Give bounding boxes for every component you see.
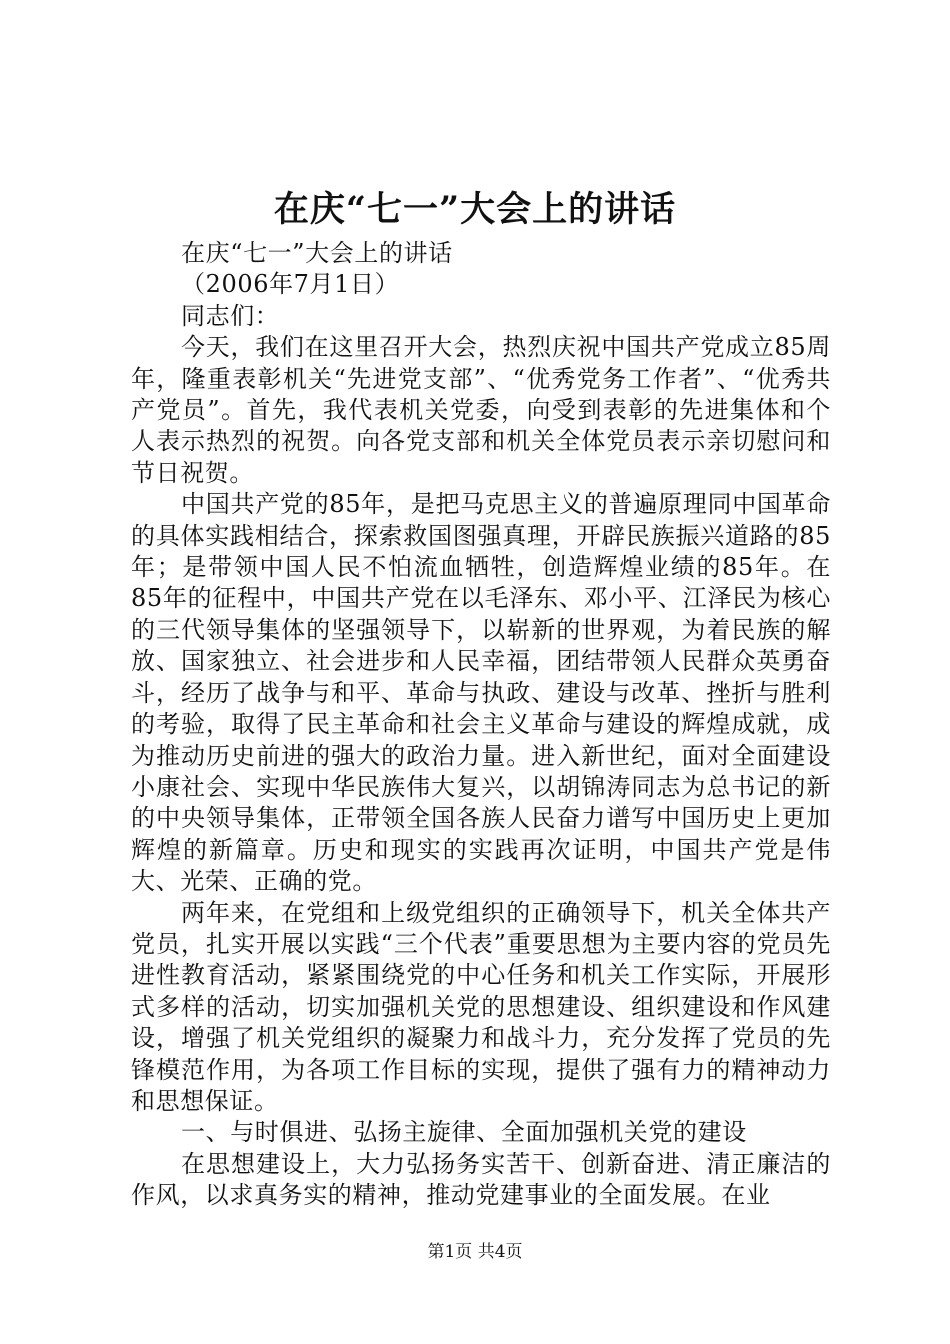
- section-heading: 一、与时俱进、弘扬主旋律、全面加强机关党的建设: [181, 1118, 747, 1147]
- paragraph: 中国共产党的85年，是把马克思主义的普遍原理同中国革命的具体实践相结合，探索救国图强真理，开辟民族振兴道路的85年；是带领中国人民不怕流血牺牲，创造辉煌业绩的85年。在85年的征程中，中国共产党在以毛泽东、邓小平、江泽民为核心的三代领导集体的坚强领导下，以崭新的世界观，为着民族的解放、国家独立、社会进步和人民幸福，团结带领人民群众英勇奋斗，经历了战争与和平、革命与执政、建设与改革、挫折与胜利的考验，取得了民主革命和社会主义革命与建设的辉煌成就，成为推动历史前进的强大的政治力量。进入新世纪，面对全面建设小康社会、实现中华民族伟大复兴，以胡锦涛同志为总书记的新的中央领导集体，正带领全国各族人民奋力谱写中国历史上更加辉煌的新篇章。历史和现实的实践再次证明，中国共产党是伟大、光荣、正确的党。: [131, 490, 831, 896]
- paragraph: 两年来，在党组和上级党组织的正确领导下，机关全体共产党员，扎实开展以实践“三个代表”重要思想为主要内容的党员先进性教育活动，紧紧围绕党的中心任务和机关工作实际，开展形式多样的活动，切实加强机关党的思想建设、组织建设和作风建设，增强了机关党组织的凝聚力和战斗力，充分发挥了党员的先锋模范作用，为各项工作目标的实现，提供了强有力的精神动力和思想保证。: [131, 898, 831, 1115]
- paragraph-subtitle: 在庆“七一”大会上的讲话: [181, 239, 453, 267]
- document-body: [131, 238, 831, 1212]
- document-title: 在庆“七一”大会上的讲话: [273, 189, 677, 230]
- page-number-footer: 第1页 共4页: [427, 1242, 523, 1262]
- paragraph-salutation: 同志们：: [181, 301, 280, 330]
- paragraph-date: （2006年7月1日）: [181, 270, 400, 299]
- paragraph: 今天，我们在这里召开大会，热烈庆祝中国共产党成立85周年，隆重表彰机关“先进党支部”、“优秀党务工作者”、“优秀共产党员”。首先，我代表机关党委，向受到表彰的先进集体和个人表示热烈的祝贺。向各党支部和机关全体党员表示亲切慰问和节日祝贺。: [131, 333, 831, 487]
- paragraph: 在思想建设上，大力弘扬务实苦干、创新奋进、清正廉洁的作风，以求真务实的精神，推动党建事业的全面发展。在业: [131, 1149, 831, 1210]
